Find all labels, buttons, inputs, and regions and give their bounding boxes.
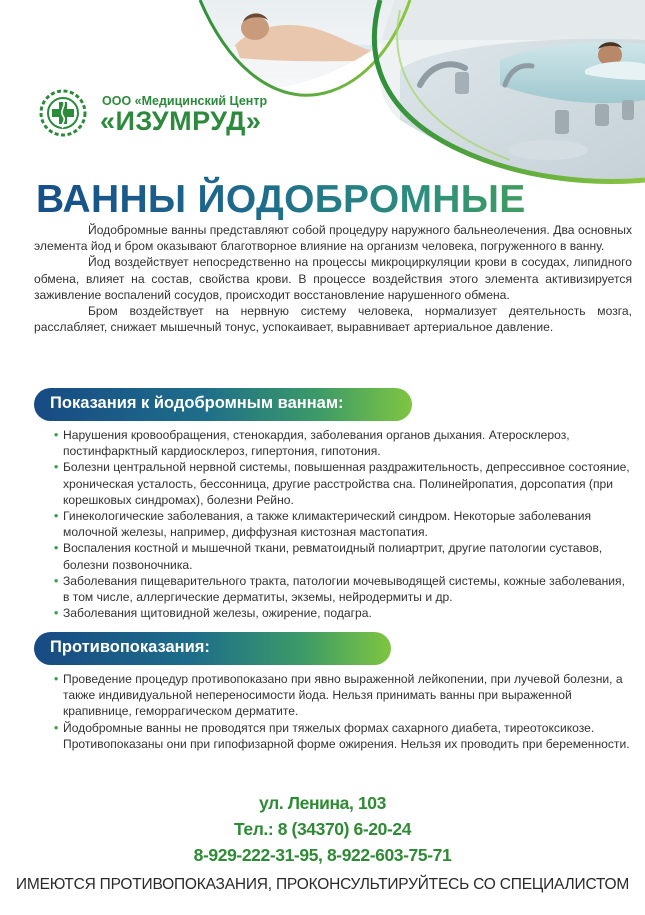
list-item: • Болезни центральной нервной системы, повышенная раздражительность, депрессивное состояние, хроническая усталость, бессонница, другие расстройства сна. Полинейропатия, дорсопатия (при корешковых синдромах), болезни Рейно. [54, 459, 634, 508]
indications-list [54, 427, 634, 621]
address-text: ул. Ленина, 103 [259, 793, 386, 813]
list-item: • Нарушения кровообращения, стенокардия, заболевания органов дыхания. Атеросклероз, постинфарктный кардиосклероз, гипертония, гипотония. [54, 427, 634, 459]
list-item: • Проведение процедур противопоказано при явно выраженной лейкопении, при лучевой болезни, а также индивидуальной непереносимости йода. Нельзя принимать ванны при выраженной крапивнице, геморрагическом дерматите. [54, 671, 634, 720]
logo-name: «ИЗУМРУД» [100, 106, 262, 136]
list-item: • Гинекологические заболевания, а также климактерический синдром. Некоторые заболевания молочной железы, например, диффузная кистозная мастопатия. [54, 508, 634, 540]
list-item: • Заболевания пищеварительного тракта, патологии мочевыводящей системы, кожные заболевания, в том числе, аллергические дерматиты, экземы, нейродермиты и др. [54, 573, 634, 605]
intro-paragraph: Бром воздействует на нервную систему человека, нормализует деятельность мозга, расслабляет, снижает мышечный тонус, успокаивает, выравнивает артериальное давление. [34, 304, 632, 335]
indications-header-label: Показания к йодобромным ваннам: [50, 394, 344, 412]
company-logo [38, 88, 268, 143]
contacts-block [0, 790, 645, 868]
disclaimer-footer: ИМЕЮТСЯ ПРОТИВОПОКАЗАНИЯ, ПРОКОНСУЛЬТИРУЙТЕСЬ СО СПЕЦИАЛИСТОМ [15, 876, 630, 893]
medical-cross-icon [38, 88, 88, 138]
contraindications-header-label: Противопоказания: [50, 638, 210, 656]
contraindications-list [54, 671, 634, 752]
phone-text: Тел.: 8 (34370) 6-20-24 [233, 819, 412, 839]
intro-paragraph: Йодобромные ванны представляют собой процедуру наружного бальнеолечения. Два основных элемента йод и бром оказывают благотворное влияние на организм человека, погруженного в ванну. [34, 223, 632, 254]
mobile-phones-text: 8-929-222-31-95, 8-922-603-75-71 [193, 845, 452, 865]
list-item: • Воспаления костной и мышечной ткани, ревматоидный полиартрит, другие патологии суставов, болезни позвоночника. [54, 540, 634, 572]
page-title: ВАННЫ ЙОДОБРОМНЫЕ [36, 176, 636, 224]
indications-header [34, 388, 412, 421]
list-item: • Йодобромные ванны не проводятся при тяжелых формах сахарного диабета, тиреотоксикозе. Противопоказаны они при гипофизарной форме ожирения. Нельзя их проводить при беременности. [54, 720, 634, 752]
intro-paragraph: Йод воздействует непосредственно на процессы микроциркуляции крови в сосудах, липидного обмена, влияет на состав, свойства крови. В процессе воздействия этого элемента активизируется заживление воспалений сосудов, происходит восстановление нарушенного обмена. [34, 255, 632, 302]
contraindications-header [34, 632, 391, 665]
list-item: • Заболевания щитовидной железы, ожирение, подагра. [54, 605, 634, 621]
logo-company: ООО «Медицинский Центр [102, 94, 268, 108]
intro-text [34, 222, 632, 335]
